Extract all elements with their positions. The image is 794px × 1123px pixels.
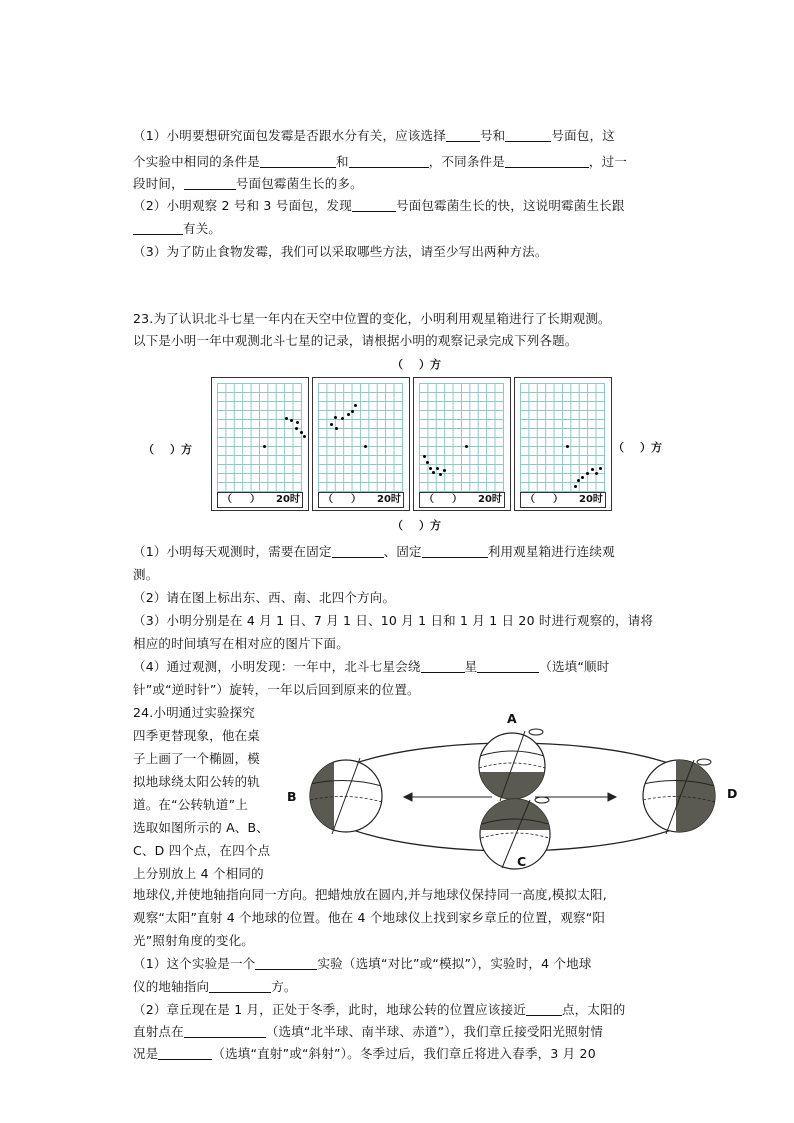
time-caption[interactable]: （ ） 20时 [217,492,303,508]
answer-blank[interactable] [255,955,317,970]
star-dot [303,435,306,438]
answer-blank[interactable] [209,978,271,993]
q24-part2-line2: 直射点在 （选填“北半球、南半球、赤道”），我们章丘接受阳光照射情 [133,1024,604,1039]
q24-paragraph-line2: 观察“太阳”直射 4 个地球的位置。他在 4 个地球仪上找到家乡章丘的位置，观察“阳 [133,910,606,925]
star-dot [429,467,432,470]
answer-blank[interactable] [526,1001,562,1016]
star-dot [364,445,367,448]
star-dot [290,419,293,422]
q23-part4-line2: 针”或“逆时针”）旋转，一年以后回到原来的位置。 [133,682,420,697]
star-dot [566,445,569,448]
answer-blank[interactable] [352,197,396,212]
time-caption[interactable]: （ ） 20时 [419,492,505,508]
q24-wrap-line: 道。在“公转轨道”上 [133,797,248,812]
q24-wrap-line: 选取如图所示的 A、B、 [133,820,270,835]
star-dot [599,467,602,470]
q23-part2: （2）请在图上标出东、西、南、北四个方向。 [133,590,396,605]
q24-wrap-line: 上分别放上 4 个相同的 [133,866,264,881]
star-dot [334,416,337,419]
star-dot [351,410,354,413]
star-dot [300,431,303,434]
point-label-d: D [727,786,738,801]
star-dot [335,427,338,430]
answer-blank[interactable] [421,658,465,673]
star-dot [586,472,589,475]
star-dot [341,417,344,420]
q24-wrap-line: 子上画了一个椭圆，模 [133,751,261,766]
q24-wrap-line: 拟地球绕太阳公转的轨 [133,774,261,789]
star-dot [263,445,266,448]
globe-d [643,756,720,836]
direction-right: （ ）方 [613,441,662,454]
answer-blank[interactable] [477,658,539,673]
answer-blank[interactable] [260,153,336,168]
q24-part1-line1: （1）这个实验是一个 实验（选填“对比”或“模拟”），实验时，4 个地球 [133,956,592,971]
q23-part4-line1: （4）通过观测，小明发现：一年中，北斗七星会绕 星 （选填“顺时 [133,659,610,674]
answer-blank[interactable] [505,153,589,168]
answer-blank[interactable] [133,220,183,235]
star-grid [419,383,504,492]
star-dot [439,473,442,476]
star-dot [591,468,594,471]
q22-part2-line2: 有关。 [133,219,221,239]
q22-part1-line1: （1）小明要想研究面包发霉是否跟水分有关，应该选择 号和 号面包，这 [133,128,615,143]
answer-blank[interactable] [158,1045,212,1060]
point-label-a: A [507,711,517,726]
q23-part1-line1: （1）小明每天观测时，需要在固定 、固定 利用观星箱进行连续观 [133,544,615,559]
q24-part2-line3: 况是 （选填“直射”或“斜射”）。冬季过后，我们章丘将进入春季，3 月 20 [133,1046,596,1061]
q22-part3: （3）为了防止食物发霉，我们可以采取哪些方法，请至少写出两种方法。 [133,244,548,259]
answer-blank[interactable] [446,127,480,142]
star-box-2 [312,377,410,511]
globe-c [475,794,555,869]
star-dot [354,404,357,407]
time-caption[interactable]: （ ） 20时 [520,492,606,508]
star-dot [330,423,333,426]
star-box-1 [211,377,309,511]
answer-blank[interactable] [184,175,236,190]
star-dot [581,476,584,479]
star-dot [285,417,288,420]
star-dot [295,427,298,430]
q22-part1-line2: 个实验中相同的条件是 和 ，不同条件是 ，过一 [133,154,628,169]
q23-part3-line2: 相应的时间填写在相对应的图片下面。 [133,636,349,651]
star-dot [436,467,439,470]
q24-paragraph-line3: 光”照射角度的变化。 [133,933,254,948]
q23-part3-line1: （3）小明分别是在 4 月 1 日、7 月 1 日、10 月 1 日和 1 月 1 日 20 时进行观察的，请将 [133,613,654,628]
direction-bottom: （ ）方 [392,519,441,532]
q24-part1-line2: 仪的地轴指向 方。 [133,979,297,994]
star-box-4 [514,377,612,511]
answer-blank[interactable] [184,1023,266,1038]
q23-intro-line1: 23.为了认识北斗七星一年内在天空中位置的变化，小明利用观星箱进行了长期观测。 [133,311,611,326]
star-grid [318,383,403,492]
star-dot [574,485,577,488]
time-caption[interactable]: （ ） 20时 [318,492,404,508]
answer-blank[interactable] [332,543,384,558]
star-dot [595,472,598,475]
star-dot [432,471,435,474]
q22-part1-line3: 段时间， 号面包霉菌生长的多。 [133,176,363,191]
star-dot [296,421,299,424]
star-grid [520,383,605,492]
q24-wrap-line: 四季更替现象，他在桌 [133,728,261,743]
star-box-3 [413,377,511,511]
point-label-c: C [517,854,527,869]
point-label-b: B [287,789,297,804]
star-dot [347,413,350,416]
q24-part2-line1: （2）章丘现在是 1 月，正处于冬季，此时，地球公转的位置应该接近 点，太阳的 [133,1002,626,1017]
direction-left: （ ）方 [143,443,192,456]
answer-blank[interactable] [422,543,488,558]
star-dot [465,445,468,448]
star-dot [443,469,446,472]
star-dot [577,479,580,482]
q24-paragraph-line1: 地球仪,并使地轴指向同一方向。把蜡烛放在圆内,并与地球仪保持同一高度,模拟太阳, [133,887,607,902]
answer-blank[interactable] [505,127,551,142]
globe-b [300,756,382,836]
q23-intro-line2: 以下是小明一年中观测北斗七星的记录，请根据小明的观察记录完成下列各题。 [133,333,578,348]
star-dot [426,461,429,464]
star-dot [423,455,426,458]
orbit-diagram [280,706,740,876]
answer-blank[interactable] [349,153,429,168]
q23-part1-line2: 测。 [133,567,159,582]
q22-part2-line1: （2）小明观察 2 号和 3 号面包，发现 号面包霉菌生长的快，这说明霉菌生长跟 [133,198,625,213]
direction-top: （ ）方 [392,358,441,371]
star-grid [217,383,302,492]
q24-wrap-line: 24.小明通过实验探究 [133,705,256,720]
q24-wrap-line: C、D 四个点，在四个点 [133,843,271,858]
